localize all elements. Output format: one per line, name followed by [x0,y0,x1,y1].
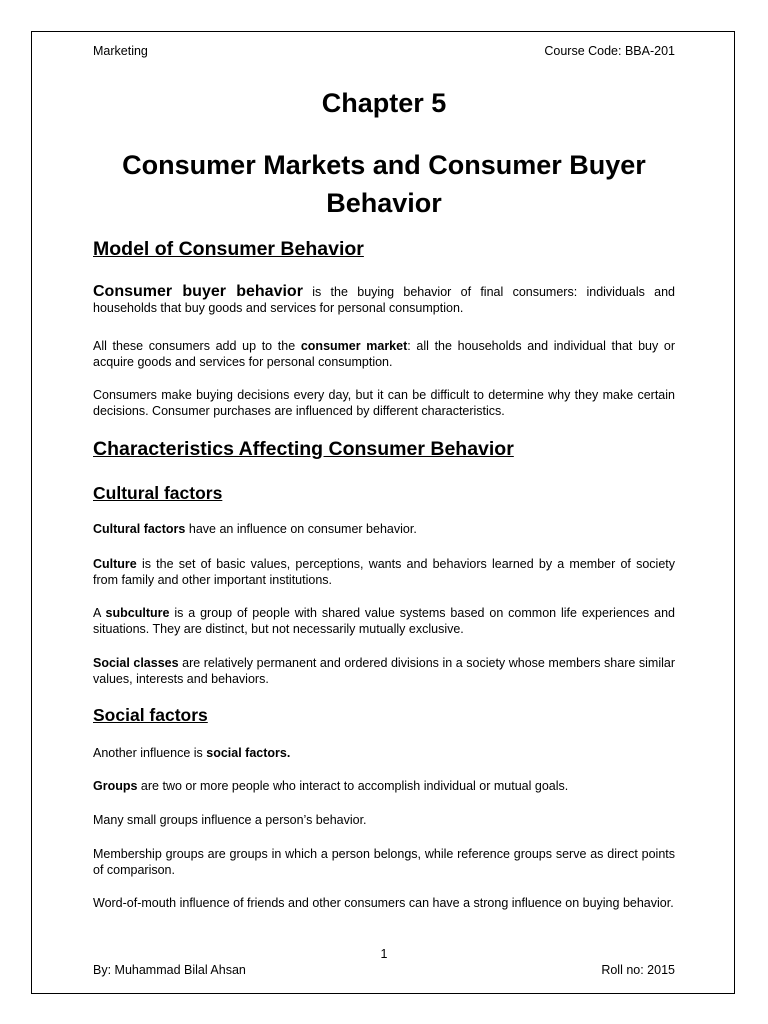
page-number: 1 [380,947,388,961]
paragraph-text: is the buying behavior of final consumers: individuals and households that buy goods and services for personal consumption. [93,285,675,315]
term-consumer-market: consumer market [300,339,408,353]
paragraph-consumer-market [93,338,675,370]
paragraph-text: is a group of people with shared value systems based on common life experiences and situations. They are distinct, but not necessarily mutually exclusive. [93,606,675,636]
term-groups: Groups [93,779,138,793]
paragraph-subculture [93,605,675,637]
heading-social-factors: Social factors [93,705,208,725]
paragraph-text: All these consumers add up to the [93,339,301,353]
paragraph-social-factors [93,745,675,761]
chapter-title: Chapter 5 [321,88,447,118]
term-cultural-factors: Cultural factors [93,522,186,536]
heading-characteristics: Characteristics Affecting Consumer Behavior [93,438,514,460]
paragraph-small-groups: Many small groups influence a person’s behavior. [93,813,367,827]
header-course-code: Course Code: BBA-201 [544,44,675,58]
paragraph-cultural-factors [93,521,675,537]
document-title: Consumer Markets and Consumer Buyer Behavior [122,150,646,218]
page-header [93,44,675,58]
paragraph-social-classes [93,655,675,687]
term-social-classes: Social classes [93,656,179,670]
paragraph-text: have an influence on consumer behavior. [185,522,417,536]
paragraph-culture [93,556,675,588]
paragraph-buying-decisions: Consumers make buying decisions every day, but it can be difficult to determine why they make certain decisions. Consumer purchases are influenced by different characteristics. [93,388,675,418]
paragraph-word-of-mouth: Word-of-mouth influence of friends and other consumers can have a strong influence on buying behavior. [93,896,674,910]
paragraph-text: : all the households and individual that buy or acquire goods and services for personal consumption. [93,339,675,369]
term-social-factors: social factors. [206,746,291,760]
heading-model: Model of Consumer Behavior [93,238,364,260]
paragraph-text: are two or more people who interact to accomplish individual or mutual goals. [137,779,569,793]
page-footer [93,963,675,977]
header-course: Marketing [93,44,148,58]
paragraph-text: A [93,606,106,620]
paragraph-text: is the set of basic values, perceptions, wants and behaviors learned by a member of society from family and other important institutions. [93,557,675,587]
paragraph-text: are relatively permanent and ordered divisions in a society whose members share similar values, interests and behaviors. [93,656,675,686]
paragraph-membership-groups: Membership groups are groups in which a person belongs, while reference groups serve as direct points of comparison. [93,847,675,877]
term-subculture: subculture [105,606,170,620]
footer-author: By: Muhammad Bilal Ahsan [93,963,246,977]
heading-cultural-factors: Cultural factors [93,483,223,503]
footer-roll-number: Roll no: 2015 [601,963,675,977]
paragraph-consumer-buyer-behavior [93,284,675,316]
paragraph-text: Another influence is [93,746,207,760]
term-consumer-buyer-behavior: Consumer buyer behavior [93,283,303,300]
paragraph-groups [93,778,675,794]
term-culture: Culture [93,557,137,571]
